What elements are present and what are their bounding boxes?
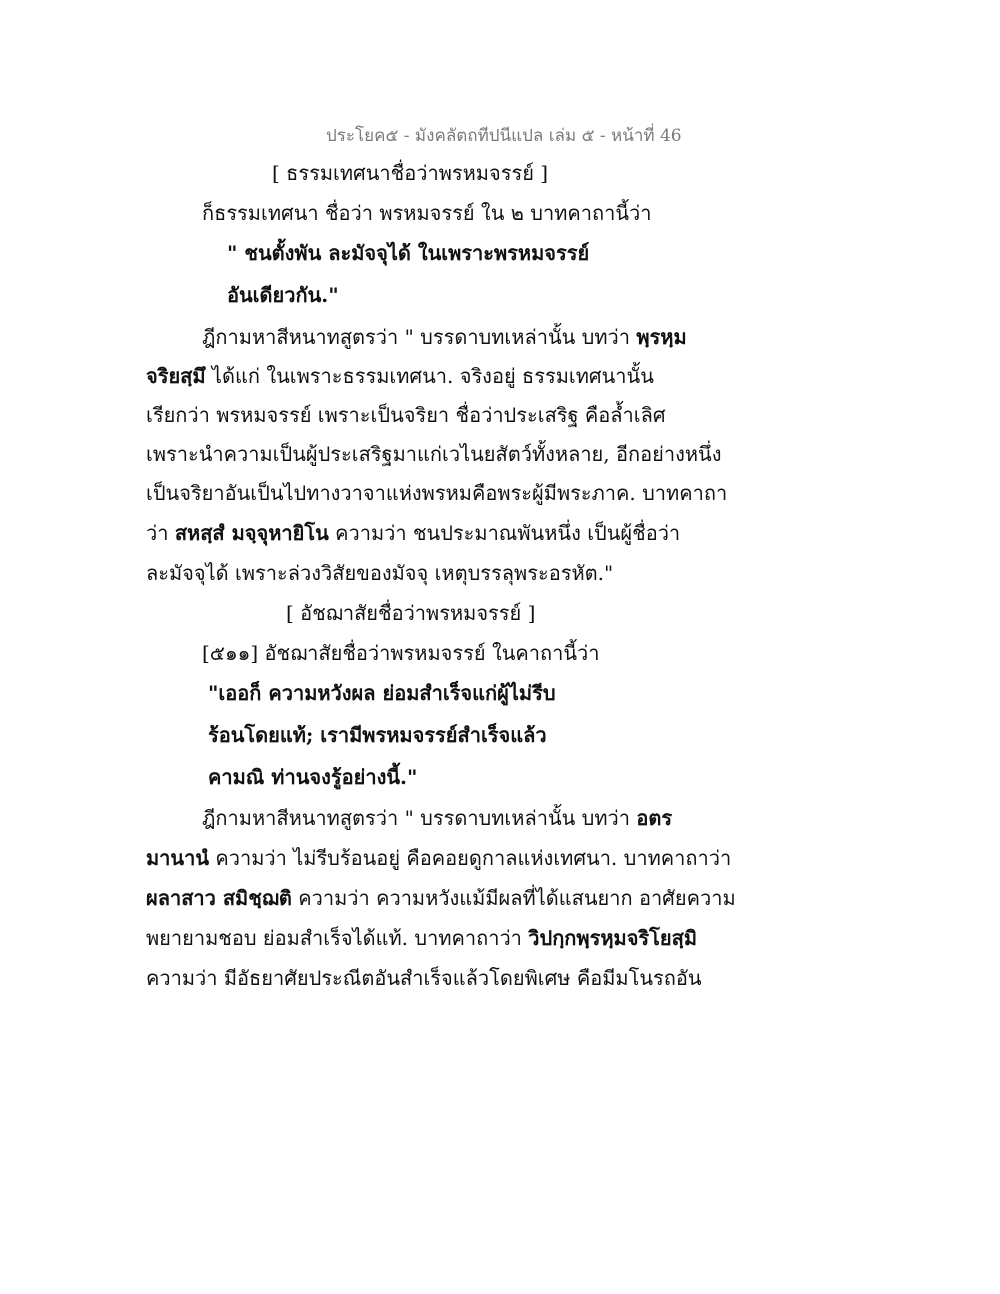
commentary-text: ฎีกามหาสีหนาทสูตรว่า " บรรดาบทเหล่านั้น บทว่า <box>202 806 637 830</box>
commentary-text: ได้แก่ ในเพราะธรรมเทศนา. จริงอยู่ ธรรมเทศนานั้น <box>205 364 654 388</box>
verse-line: ร้อนโดยแท้; เรามีพรหมจรรย์สำเร็จแล้ว <box>208 723 547 747</box>
running-header: ประโยค๕ - มังคลัตถทีปนีแปล เล่ม ๕ - หน้าที่ 46 <box>326 126 682 146</box>
commentary-text: พยายามชอบ ย่อมสำเร็จได้แท้. บาทคาถาว่า <box>146 926 529 950</box>
commentary-line: ละมัจจุได้ เพราะล่วงวิสัยของมัจจุ เหตุบรรลุพระอรหัต." <box>146 561 614 585</box>
commentary-line <box>202 322 687 352</box>
pali-term: ผลาสาว สมิชฺฌติ <box>146 886 292 910</box>
pali-term: สหสฺสํ มจฺจุหายิโน <box>174 521 329 545</box>
section-heading: [ ธรรมเทศนาชื่อว่าพรหมจรรย์ ] <box>272 161 549 185</box>
commentary-line <box>146 361 654 391</box>
pali-term: มานานํ <box>146 846 209 870</box>
commentary-line <box>146 923 697 953</box>
commentary-text: ว่า <box>146 521 175 545</box>
pali-term: จริยสฺมึ <box>146 364 206 388</box>
verse-line: "เออก็ ความหวังผล ย่อมสำเร็จแก่ผู้ไม่รีบ <box>208 681 556 705</box>
commentary-text: ความว่า ชนประมาณพันหนึ่ง เป็นผู้ชื่อว่า <box>328 521 681 545</box>
commentary-line <box>202 803 672 833</box>
commentary-line <box>146 518 680 548</box>
commentary-line: เพราะนำความเป็นผู้ประเสริฐมาแก่เวไนยสัตว์ทั้งหลาย, อีกอย่างหนึ่ง <box>146 442 722 466</box>
pali-term: วิปกฺกพฺรหฺมจริโยสฺมิ <box>528 926 698 950</box>
commentary-line: เป็นจริยาอันเป็นไปทางวาจาแห่งพรหมคือพระผู้มีพระภาค. บาทคาถา <box>146 481 728 505</box>
pali-term: อตร <box>636 806 673 830</box>
section-heading: [ อัชฌาสัยชื่อว่าพรหมจรรย์ ] <box>286 601 536 625</box>
commentary-text: ความว่า ความหวังแม้มีผลที่ได้แสนยาก อาศัยความ <box>291 886 736 910</box>
section-intro: ก็ธรรมเทศนา ชื่อว่า พรหมจรรย์ ใน ๒ บาทคาถานี้ว่า <box>202 201 652 225</box>
commentary-text: ความว่า ไม่รีบร้อนอยู่ คือคอยดูกาลแห่งเทศนา. บาทคาถาว่า <box>209 846 732 870</box>
commentary-line <box>146 883 736 913</box>
commentary-text: ฎีกามหาสีหนาทสูตรว่า " บรรดาบทเหล่านั้น บทว่า <box>202 325 637 349</box>
verse-line: อันเดียวกัน." <box>227 283 339 307</box>
section-intro: [๕๑๑] อัชฌาสัยชื่อว่าพรหมจรรย์ ในคาถานี้ว่า <box>202 641 600 665</box>
verse-line: คามณิ ท่านจงรู้อย่างนี้." <box>208 765 418 789</box>
verse-line: " ชนตั้งพัน ละมัจจุได้ ในเพราะพรหมจรรย์ <box>227 241 590 265</box>
commentary-line: เรียกว่า พรหมจรรย์ เพราะเป็นจริยา ชื่อว่าประเสริฐ คือล้ำเลิศ <box>146 403 666 427</box>
commentary-line <box>146 843 731 873</box>
commentary-line: ความว่า มีอัธยาศัยประณีตอันสำเร็จแล้วโดยพิเศษ คือมีมโนรถอัน <box>146 966 702 990</box>
pali-term: พฺรหฺม <box>636 325 687 349</box>
